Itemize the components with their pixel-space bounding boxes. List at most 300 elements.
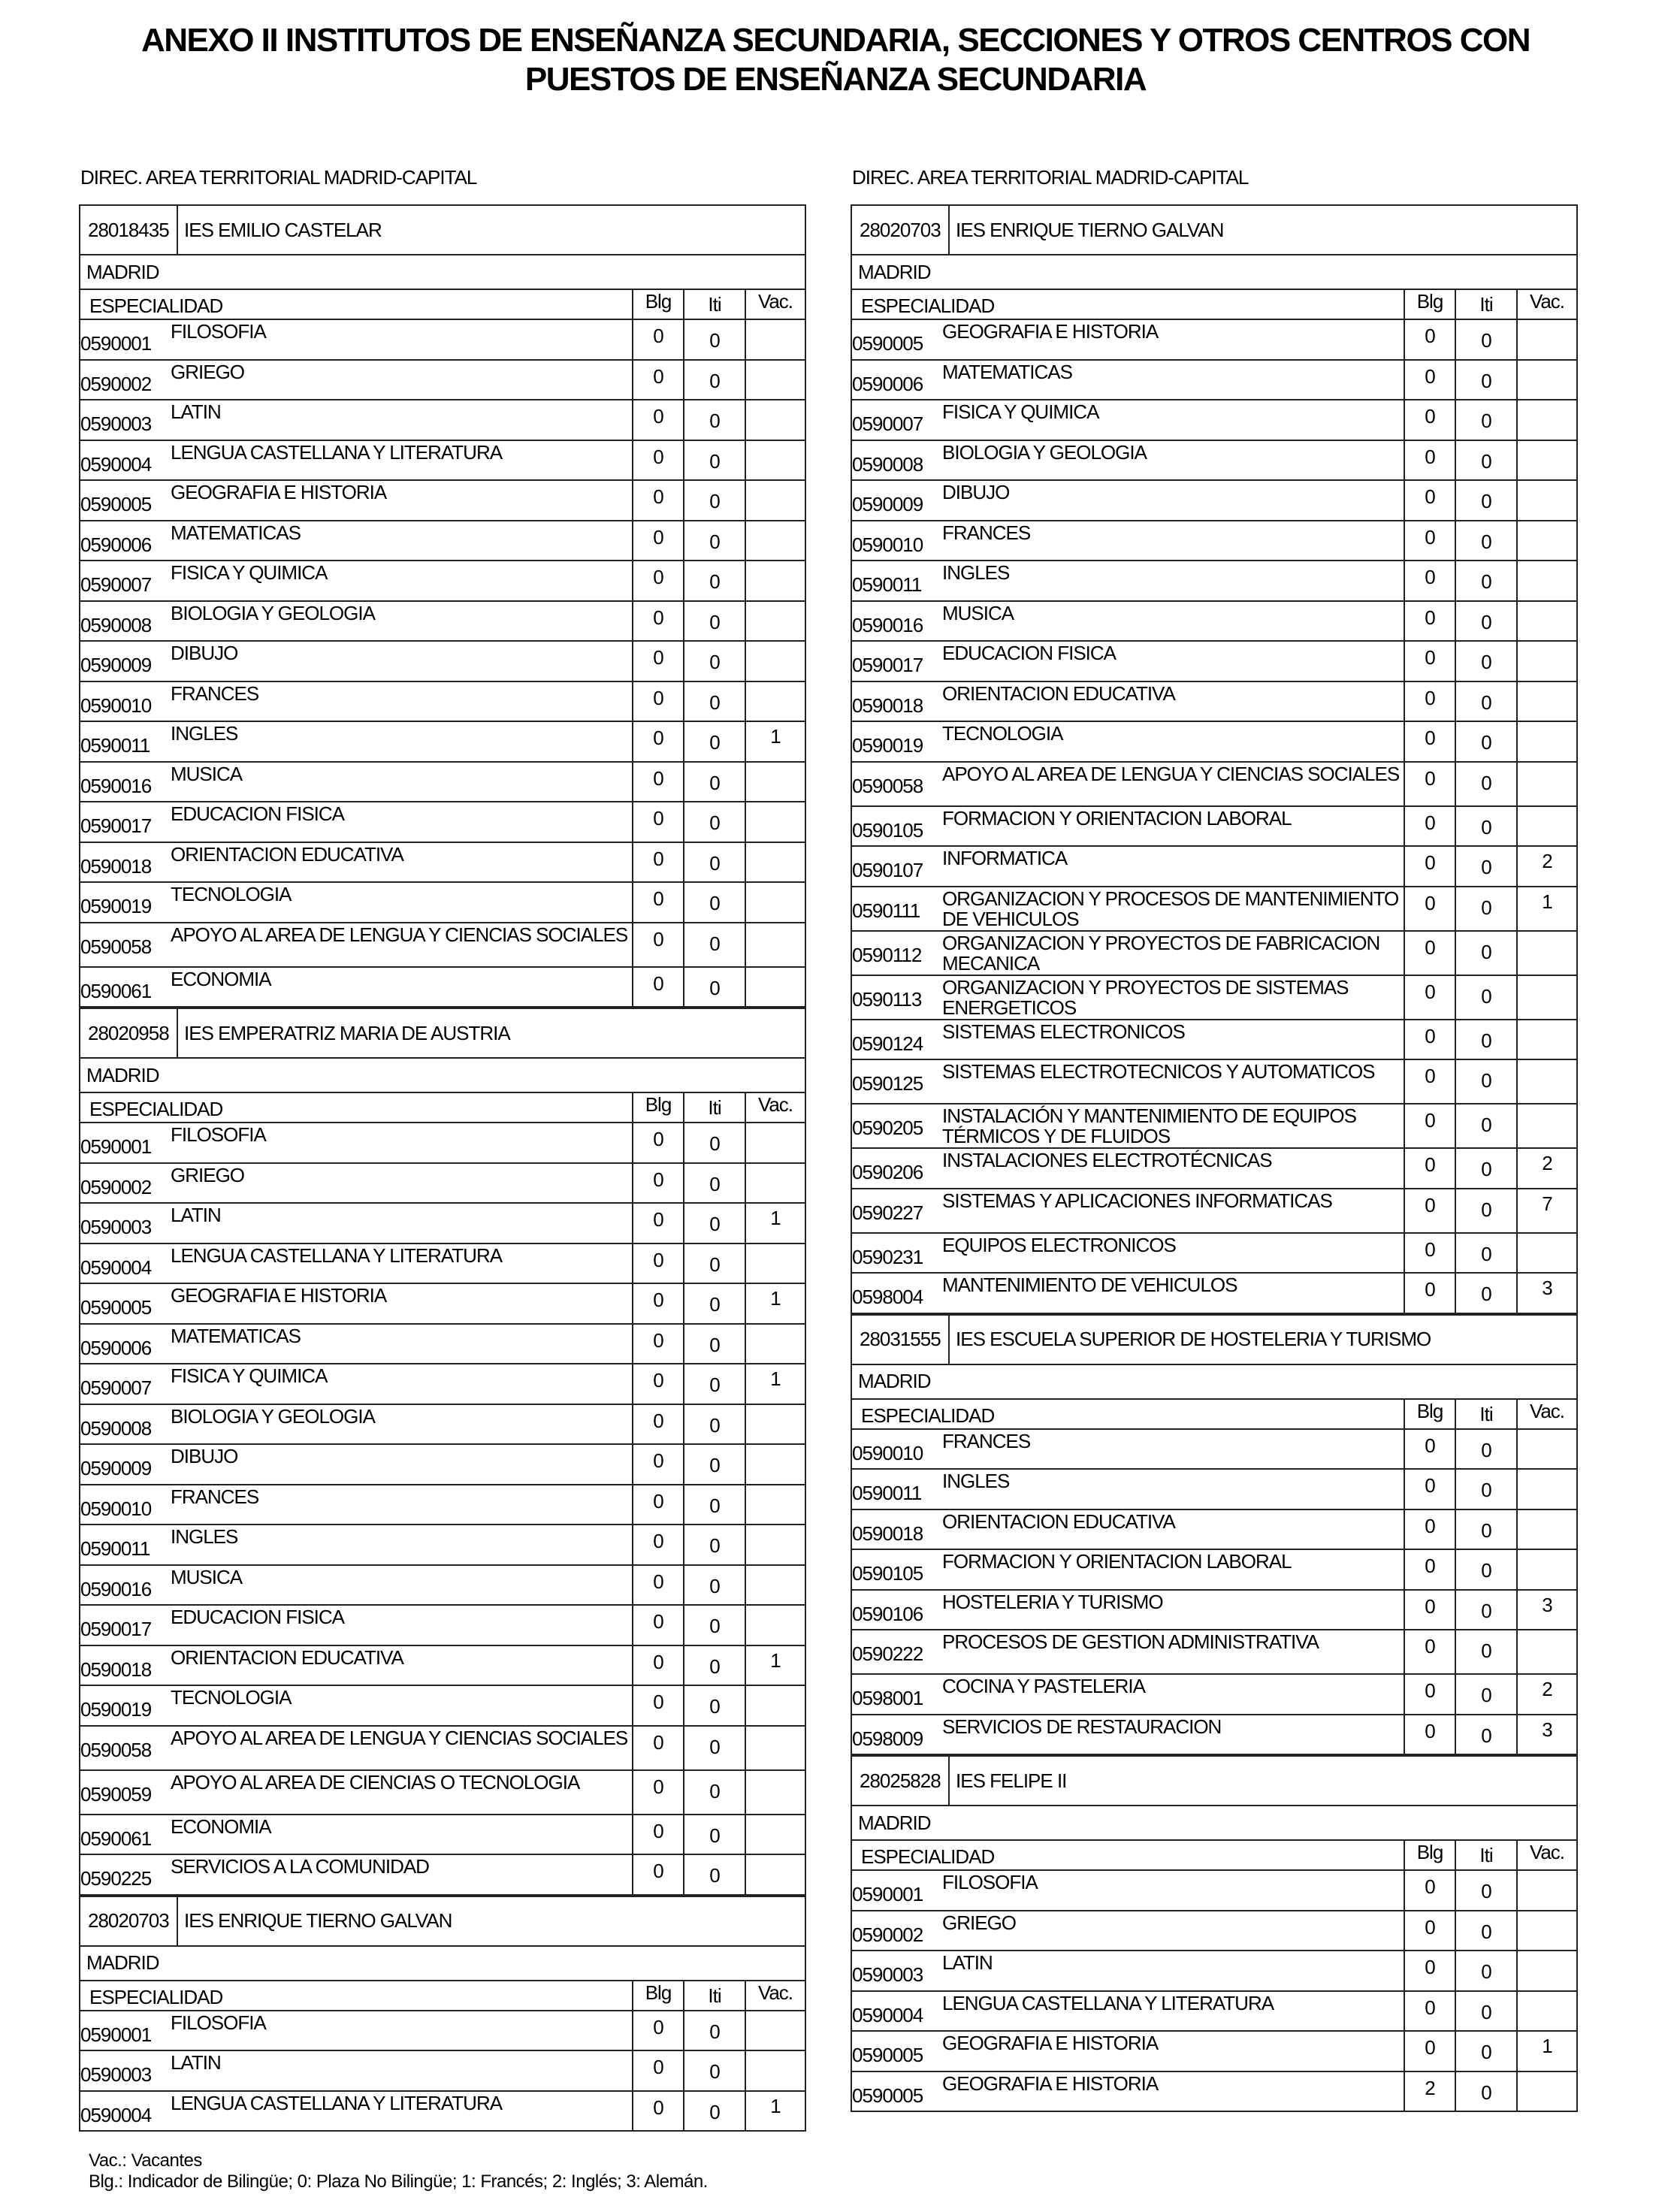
iti-value: 0	[1455, 932, 1516, 975]
vac-value	[745, 1686, 805, 1725]
center-block	[851, 204, 1578, 1314]
specialty-name: LATIN	[942, 1951, 993, 1974]
center-city: MADRID	[80, 1947, 805, 1981]
specialty-code: 0590111	[852, 899, 920, 922]
specialty-name: APOYO AL AREA DE LENGUA Y CIENCIAS SOCIALES	[171, 923, 628, 946]
header-iti: Iti	[1455, 290, 1516, 319]
table-header	[80, 290, 805, 320]
specialty-code: 0598009	[852, 1727, 923, 1750]
specialty-name: APOYO AL AREA DE LENGUA Y CIENCIAS SOCIALES	[942, 762, 1400, 785]
table-row	[852, 1992, 1576, 2032]
blg-value: 0	[1404, 1510, 1455, 1549]
vac-value: 3	[1516, 1274, 1576, 1313]
specialty-code: 0590005	[852, 2044, 923, 2066]
iti-value: 0	[683, 561, 745, 600]
specialty-name: ORIENTACION EDUCATIVA	[942, 681, 1175, 705]
specialty-code: 0590016	[852, 613, 923, 636]
specialty-code: 0590004	[80, 1256, 152, 1279]
vac-value	[1516, 1430, 1576, 1469]
iti-value: 0	[1455, 887, 1516, 930]
specialty-code: 0590005	[852, 2084, 923, 2107]
table-row	[80, 883, 805, 923]
specialty-name: FRANCES	[171, 1485, 259, 1508]
table-row	[852, 1274, 1576, 1314]
specialty-code: 0590003	[80, 2063, 152, 2086]
vac-value	[1516, 602, 1576, 641]
blg-value: 0	[1404, 1430, 1455, 1469]
specialty-code: 0590231	[852, 1245, 923, 1268]
vac-value	[745, 1445, 805, 1484]
specialty-code: 0598004	[852, 1286, 923, 1308]
blg-value: 0	[632, 1485, 683, 1525]
header-especialidad: ESPECIALIDAD	[89, 295, 223, 317]
table-row	[80, 1855, 805, 1896]
table-row	[852, 1951, 1576, 1992]
iti-value: 0	[1455, 722, 1516, 761]
table-row	[80, 1646, 805, 1687]
iti-value: 0	[1455, 642, 1516, 681]
table-row	[80, 361, 805, 401]
specialty-name: GEOGRAFIA E HISTORIA	[942, 2032, 1159, 2054]
table-row	[852, 1715, 1576, 1756]
right-column	[851, 165, 1578, 2112]
specialty-name: EDUCACION FISICA	[171, 1606, 345, 1628]
vac-value	[745, 602, 805, 641]
iti-value: 0	[1455, 1951, 1516, 1990]
blg-value: 0	[632, 1284, 683, 1323]
center-block	[79, 1008, 806, 1896]
header-iti: Iti	[683, 290, 745, 319]
vac-value	[1516, 1020, 1576, 1059]
specialty-code: 0590009	[80, 1457, 152, 1479]
vac-value	[1516, 1871, 1576, 1910]
table-row	[852, 361, 1576, 401]
blg-value: 0	[1404, 1550, 1455, 1589]
specialty-code: 0590018	[80, 854, 152, 878]
vac-value: 2	[1516, 1675, 1576, 1714]
center-name: IES EMPERATRIZ MARIA DE AUSTRIA	[184, 1021, 510, 1044]
specialty-code: 0590019	[80, 1698, 152, 1721]
vac-value	[745, 883, 805, 922]
specialty-name: SERVICIOS A LA COMUNIDAD	[171, 1855, 429, 1878]
specialty-code: 0590107	[852, 859, 923, 881]
iti-value: 0	[683, 1646, 745, 1685]
specialty-name: INFORMATICA	[942, 847, 1068, 869]
center-name: IES ENRIQUE TIERNO GALVAN	[956, 218, 1224, 241]
blg-value: 0	[632, 843, 683, 882]
table-row	[80, 521, 805, 562]
header-iti: Iti	[1455, 1841, 1516, 1869]
blg-value: 0	[1404, 763, 1455, 805]
blg-value: 0	[632, 400, 683, 440]
table-row	[80, 1164, 805, 1204]
specialty-name: FRANCES	[171, 681, 259, 705]
footer-bilingue: Blg.: Indicador de Bilingüe; 0: Plaza No Bilingüe; 1: Francés; 2: Inglés; 3: Alemán.	[89, 2171, 708, 2192]
table-row	[80, 1771, 805, 1815]
blg-value: 0	[632, 1244, 683, 1283]
blg-value: 0	[632, 1445, 683, 1484]
header-vac: Vac.	[1516, 1400, 1576, 1428]
vac-value: 1	[745, 1646, 805, 1685]
iti-value: 0	[683, 1123, 745, 1162]
center-header	[80, 206, 805, 255]
vac-value: 1	[745, 2092, 805, 2131]
vac-value	[745, 843, 805, 882]
specialty-name: HOSTELERIA Y TURISMO	[942, 1590, 1163, 1613]
vac-value	[1516, 807, 1576, 846]
specialty-name: SISTEMAS ELECTROTECNICOS Y AUTOMATICOS	[942, 1060, 1375, 1083]
blg-value: 0	[632, 1727, 683, 1769]
vac-value	[745, 1771, 805, 1814]
blg-value: 0	[1404, 481, 1455, 520]
iti-value: 0	[1455, 1274, 1516, 1313]
table-row	[852, 807, 1576, 848]
specialty-name: GEOGRAFIA E HISTORIA	[171, 1284, 387, 1307]
iti-value: 0	[683, 843, 745, 882]
table-row	[852, 932, 1576, 976]
header-iti: Iti	[1455, 1400, 1516, 1428]
table-row	[80, 968, 805, 1008]
center-header	[852, 1316, 1576, 1365]
specialty-code: 0590001	[852, 1883, 923, 1905]
iti-value: 0	[683, 1364, 745, 1404]
specialty-code: 0590059	[80, 1782, 152, 1806]
iti-value: 0	[683, 722, 745, 761]
vac-value	[745, 1123, 805, 1162]
iti-value: 0	[683, 642, 745, 681]
specialty-code: 0590222	[852, 1642, 923, 1665]
blg-value: 0	[632, 1364, 683, 1404]
specialty-code: 0590006	[852, 372, 923, 395]
iti-value: 0	[683, 2051, 745, 2090]
header-blg: Blg	[1404, 1400, 1455, 1428]
specialty-name: APOYO AL AREA DE LENGUA Y CIENCIAS SOCIALES	[171, 1726, 628, 1749]
center-code: 28018435	[80, 206, 178, 254]
specialty-code: 0590011	[80, 1537, 150, 1560]
table-row	[80, 481, 805, 521]
vac-value: 3	[1516, 1715, 1576, 1754]
blg-value: 0	[1404, 807, 1455, 846]
iti-value: 0	[683, 1727, 745, 1769]
vac-value	[745, 1815, 805, 1854]
table-row	[852, 2072, 1576, 2113]
specialty-code: 0590002	[852, 1923, 923, 1946]
specialty-code: 0590112	[852, 943, 922, 966]
iti-value: 0	[683, 968, 745, 1007]
center-name: IES EMILIO CASTELAR	[184, 218, 382, 241]
specialty-code: 0590008	[80, 1416, 152, 1440]
vac-value	[1516, 521, 1576, 561]
specialty-code: 0590058	[852, 774, 923, 797]
header-blg: Blg	[632, 290, 683, 319]
vac-value	[1516, 682, 1576, 721]
vac-value	[745, 1727, 805, 1769]
table-row	[80, 2051, 805, 2092]
blg-value: 0	[1404, 1149, 1455, 1188]
specialty-code: 0590003	[80, 1216, 152, 1238]
specialty-name: MUSICA	[171, 762, 243, 785]
table-row	[80, 2011, 805, 2052]
specialty-code: 0590011	[852, 1482, 922, 1504]
specialty-name: ORIENTACION EDUCATIVA	[171, 842, 403, 866]
specialty-code: 0590124	[852, 1032, 923, 1055]
center-name: IES FELIPE II	[956, 1769, 1067, 1792]
header-especialidad: ESPECIALIDAD	[89, 1098, 223, 1120]
blg-value: 0	[1404, 1911, 1455, 1951]
iti-value: 0	[683, 361, 745, 400]
table-row	[80, 1485, 805, 1526]
blg-value: 0	[1404, 1630, 1455, 1673]
specialty-name: EDUCACION FISICA	[171, 802, 345, 825]
vac-value	[745, 923, 805, 966]
blg-value: 0	[632, 763, 683, 802]
center-header	[80, 1009, 805, 1059]
specialty-name: PROCESOS DE GESTION ADMINISTRATIVA	[942, 1630, 1319, 1653]
blg-value: 0	[1404, 722, 1455, 761]
specialty-code: 0590003	[80, 412, 152, 435]
specialty-name: TECNOLOGIA	[171, 883, 292, 905]
center-code: 28020958	[80, 1009, 178, 1057]
vac-value	[745, 2011, 805, 2050]
specialty-name: FISICA Y QUIMICA	[171, 561, 328, 584]
specialty-code: 0590017	[80, 814, 152, 837]
iti-value: 0	[1455, 1510, 1516, 1549]
specialty-code: 0590008	[852, 452, 923, 476]
specialty-name: INSTALACIÓN Y MANTENIMIENTO DE EQUIPOS TÉRMICOS Y DE FLUIDOS	[942, 1104, 1356, 1147]
vac-value	[745, 1525, 805, 1564]
blg-value: 0	[1404, 1951, 1455, 1990]
vac-value: 2	[1516, 847, 1576, 886]
specialty-name: FISICA Y QUIMICA	[171, 1364, 328, 1387]
footer-vacantes: Vac.: Vacantes	[89, 2150, 202, 2171]
left-column	[79, 165, 806, 2132]
center-city: MADRID	[80, 255, 805, 290]
iti-value: 0	[1455, 2072, 1516, 2111]
blg-value: 0	[632, 1405, 683, 1444]
header-iti: Iti	[683, 1981, 745, 2010]
table-header	[852, 1400, 1576, 1430]
table-row	[852, 682, 1576, 723]
iti-value: 0	[683, 802, 745, 842]
specialty-code: 0590017	[80, 1618, 152, 1640]
specialty-code: 0590006	[80, 533, 152, 556]
specialty-code: 0590106	[852, 1602, 923, 1625]
vac-value	[745, 1325, 805, 1364]
vac-value	[1516, 1510, 1576, 1549]
iti-value: 0	[683, 1284, 745, 1323]
table-row	[852, 1911, 1576, 1952]
vac-value	[745, 2051, 805, 2090]
specialty-name: ORGANIZACION Y PROYECTOS DE FABRICACION MECANICA	[942, 931, 1380, 975]
iti-value: 0	[1455, 1591, 1516, 1630]
specialty-code: 0590018	[80, 1657, 152, 1681]
center-name: IES ESCUELA SUPERIOR DE HOSTELERIA Y TURISMO	[956, 1328, 1431, 1350]
center-name: IES ENRIQUE TIERNO GALVAN	[184, 1909, 452, 1932]
iti-value: 0	[683, 763, 745, 802]
header-blg: Blg	[632, 1981, 683, 2010]
specialty-name: INGLES	[942, 561, 1010, 584]
specialty-code: 0590010	[80, 1497, 152, 1520]
blg-value: 0	[1404, 602, 1455, 641]
blg-value: 0	[632, 883, 683, 922]
blg-value: 2	[1404, 2072, 1455, 2111]
table-row	[80, 1815, 805, 1856]
blg-value: 0	[632, 1771, 683, 1814]
table-row	[80, 1606, 805, 1646]
iti-value: 0	[683, 2011, 745, 2050]
specialty-name: LATIN	[171, 400, 221, 423]
page-title	[0, 21, 1671, 99]
iti-value: 0	[683, 1771, 745, 1814]
vac-value	[1516, 400, 1576, 440]
specialty-name: EQUIPOS ELECTRONICOS	[942, 1233, 1176, 1256]
table-row	[80, 602, 805, 642]
specialty-name: BIOLOGIA Y GEOLOGIA	[171, 1404, 375, 1428]
table-header	[852, 1841, 1576, 1871]
iti-value: 0	[683, 1164, 745, 1203]
table-row	[80, 1566, 805, 1606]
table-row	[852, 320, 1576, 361]
specialty-name: GEOGRAFIA E HISTORIA	[171, 481, 387, 503]
table-row	[80, 2092, 805, 2132]
specialty-code: 0590001	[80, 332, 152, 355]
iti-value: 0	[1455, 561, 1516, 600]
specialty-name: ORIENTACION EDUCATIVA	[171, 1645, 403, 1669]
specialty-code: 0590105	[852, 1562, 923, 1585]
header-vac: Vac.	[745, 1981, 805, 2010]
center-block	[851, 1755, 1578, 2112]
table-row	[80, 1405, 805, 1446]
blg-value: 0	[1404, 1675, 1455, 1714]
table-row	[852, 1591, 1576, 1631]
table-row	[80, 441, 805, 482]
table-row	[80, 320, 805, 361]
iti-value: 0	[1455, 1234, 1516, 1273]
specialty-name: FRANCES	[942, 521, 1031, 544]
specialty-name: BIOLOGIA Y GEOLOGIA	[942, 440, 1147, 464]
blg-value: 0	[1404, 1470, 1455, 1509]
table-row	[852, 1470, 1576, 1510]
blg-value: 0	[1404, 561, 1455, 600]
table-row	[852, 561, 1576, 602]
specialty-name: BIOLOGIA Y GEOLOGIA	[171, 601, 375, 624]
vac-value	[1516, 932, 1576, 975]
specialty-code: 0590011	[80, 734, 150, 757]
vac-value	[1516, 722, 1576, 761]
specialty-code: 0590018	[852, 694, 923, 717]
vac-value	[1516, 481, 1576, 520]
table-row	[852, 976, 1576, 1020]
iti-value: 0	[683, 1485, 745, 1525]
specialty-name: INGLES	[942, 1470, 1010, 1492]
center-city: MADRID	[852, 1365, 1576, 1400]
blg-value: 0	[632, 320, 683, 359]
vac-value	[745, 1164, 805, 1203]
center-header	[80, 1897, 805, 1947]
blg-value: 0	[632, 923, 683, 966]
table-row	[852, 1630, 1576, 1675]
specialty-name: FILOSOFIA	[171, 1123, 266, 1146]
iti-value: 0	[1455, 1550, 1516, 1589]
center-code: 28020703	[80, 1897, 178, 1945]
specialty-name: FORMACION Y ORIENTACION LABORAL	[942, 1550, 1292, 1573]
specialty-name: MUSICA	[942, 601, 1014, 624]
table-row	[80, 642, 805, 682]
specialty-code: 0590019	[80, 895, 152, 917]
center-code: 28020703	[852, 206, 950, 254]
table-row	[80, 843, 805, 884]
blg-value: 0	[632, 1525, 683, 1564]
table-row	[80, 1364, 805, 1405]
header-vac: Vac.	[745, 1093, 805, 1122]
iti-value: 0	[1455, 807, 1516, 846]
blg-value: 0	[632, 361, 683, 400]
vac-value: 1	[745, 1364, 805, 1404]
iti-value: 0	[683, 682, 745, 721]
table-row	[80, 1204, 805, 1244]
specialty-name: MATEMATICAS	[942, 360, 1072, 383]
specialty-name: TECNOLOGIA	[171, 1686, 292, 1709]
specialty-name: LENGUA CASTELLANA Y LITERATURA	[171, 1243, 503, 1267]
specialty-code: 0590061	[80, 1827, 152, 1850]
blg-value: 0	[1404, 976, 1455, 1019]
specialty-code: 0590006	[80, 1336, 152, 1359]
specialty-code: 0590004	[852, 2003, 923, 2026]
table-row	[852, 521, 1576, 562]
center-block	[79, 204, 806, 1008]
direccion-label: DIREC. AREA TERRITORIAL MADRID-CAPITAL	[852, 166, 1249, 189]
table-row	[852, 642, 1576, 682]
center-code: 28025828	[852, 1757, 950, 1805]
center-city: MADRID	[852, 1806, 1576, 1841]
blg-value: 0	[1404, 682, 1455, 721]
vac-value	[1516, 361, 1576, 400]
table-row	[80, 1244, 805, 1285]
vac-value	[1516, 561, 1576, 600]
iti-value: 0	[1455, 847, 1516, 886]
iti-value: 0	[683, 1244, 745, 1283]
table-row	[852, 1510, 1576, 1551]
table-row	[80, 1284, 805, 1325]
iti-value: 0	[683, 1686, 745, 1725]
table-row	[80, 1686, 805, 1727]
center-block	[79, 1896, 806, 2132]
vac-value	[1516, 320, 1576, 359]
specialty-name: LENGUA CASTELLANA Y LITERATURA	[171, 440, 503, 464]
vac-value	[745, 441, 805, 480]
iti-value: 0	[683, 2092, 745, 2131]
blg-value: 0	[632, 521, 683, 561]
table-row	[852, 1104, 1576, 1149]
header-especialidad: ESPECIALIDAD	[861, 1404, 995, 1427]
specialty-code: 0590206	[852, 1161, 923, 1183]
specialty-code: 0598001	[852, 1687, 923, 1709]
table-row	[80, 722, 805, 763]
table-row	[852, 847, 1576, 887]
iti-value: 0	[683, 1606, 745, 1645]
specialty-name: MATEMATICAS	[171, 521, 301, 544]
header-iti: Iti	[683, 1093, 745, 1122]
iti-value: 0	[1455, 1189, 1516, 1232]
table-row	[80, 1325, 805, 1365]
iti-value: 0	[1455, 1992, 1516, 2031]
vac-value: 1	[1516, 2032, 1576, 2071]
specialty-code: 0590058	[80, 935, 152, 958]
iti-value: 0	[683, 1566, 745, 1605]
specialty-code: 0590125	[852, 1072, 923, 1095]
specialty-name: SERVICIOS DE RESTAURACION	[942, 1715, 1222, 1738]
table-row	[852, 2032, 1576, 2072]
